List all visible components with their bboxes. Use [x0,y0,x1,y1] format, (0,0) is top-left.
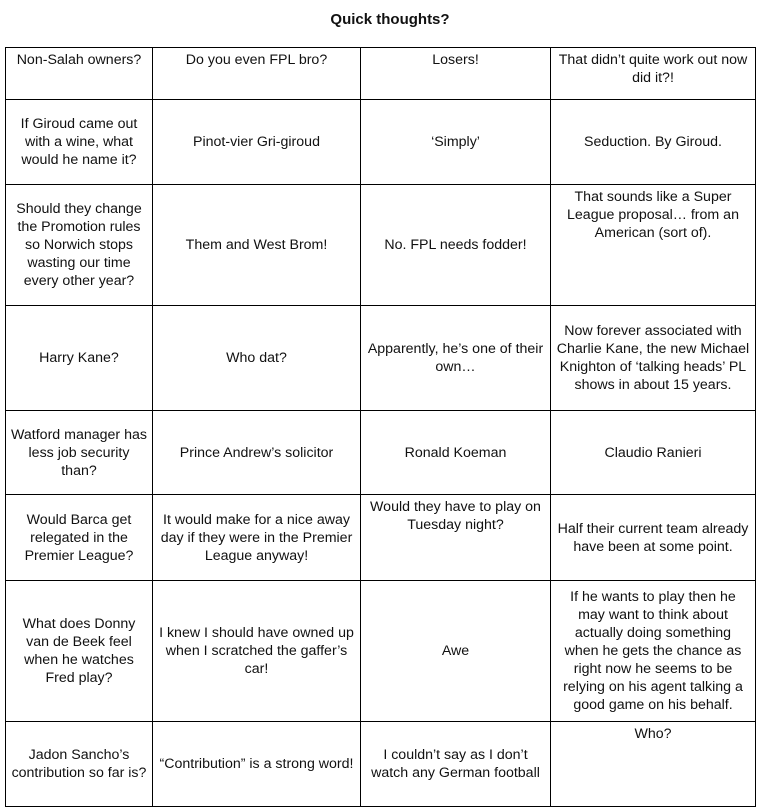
answer-cell: Claudio Ranieri [551,411,756,495]
answer-cell: Who dat? [153,306,361,411]
question-cell: What does Donny van de Beek feel when he watches Fred play? [6,581,153,722]
answer-cell: No. FPL needs fodder! [361,185,551,306]
table-row [6,495,756,581]
answer-cell: If he wants to play then he may want to think about actually doing something when he gets the chance as right now he seems to be relying on his agent talking a good game on his behalf. [551,581,756,722]
answer-cell: ‘Simply’ [361,100,551,185]
table-row [6,100,756,185]
table-row [6,48,756,100]
answer-cell: That sounds like a Super League proposal… from an American (sort of). [551,185,756,306]
answer-cell: Apparently, he’s one of their own… [361,306,551,411]
question-cell: Harry Kane? [6,306,153,411]
answer-cell: Do you even FPL bro? [153,48,361,100]
answer-cell: Seduction. By Giroud. [551,100,756,185]
table-row [6,185,756,306]
question-cell: Watford manager has less job security than? [6,411,153,495]
answer-cell: I couldn’t say as I don’t watch any German football [361,722,551,807]
answer-cell: Awe [361,581,551,722]
table-row [6,306,756,411]
answer-cell: It would make for a nice away day if they were in the Premier League anyway! [153,495,361,581]
page-title: Quick thoughts? [330,11,450,28]
question-cell: If Giroud came out with a wine, what would he name it? [6,100,153,185]
answer-cell: “Contribution” is a strong word! [153,722,361,807]
table-row [6,722,756,807]
answer-cell: Prince Andrew’s solicitor [153,411,361,495]
answer-cell: Would they have to play on Tuesday night? [361,495,551,581]
answer-cell: Now forever associated with Charlie Kane, the new Michael Knighton of ‘talking heads’ PL shows in about 15 years. [551,306,756,411]
question-cell: Should they change the Promotion rules so Norwich stops wasting our time every other year? [6,185,153,306]
table-row [6,581,756,722]
answer-cell: I knew I should have owned up when I scratched the gaffer’s car! [153,581,361,722]
answer-cell: Half their current team already have been at some point. [551,495,756,581]
answer-cell: Ronald Koeman [361,411,551,495]
answer-cell: Losers! [361,48,551,100]
question-cell: Would Barca get relegated in the Premier League? [6,495,153,581]
answer-cell: Pinot-vier Gri-giroud [153,100,361,185]
answer-cell: Them and West Brom! [153,185,361,306]
table-row [6,411,756,495]
answer-cell: Who? [551,722,756,807]
answer-cell: That didn’t quite work out now did it?! [551,48,756,100]
question-cell: Non-Salah owners? [6,48,153,100]
question-cell: Jadon Sancho’s contribution so far is? [6,722,153,807]
quick-thoughts-table [5,47,756,807]
